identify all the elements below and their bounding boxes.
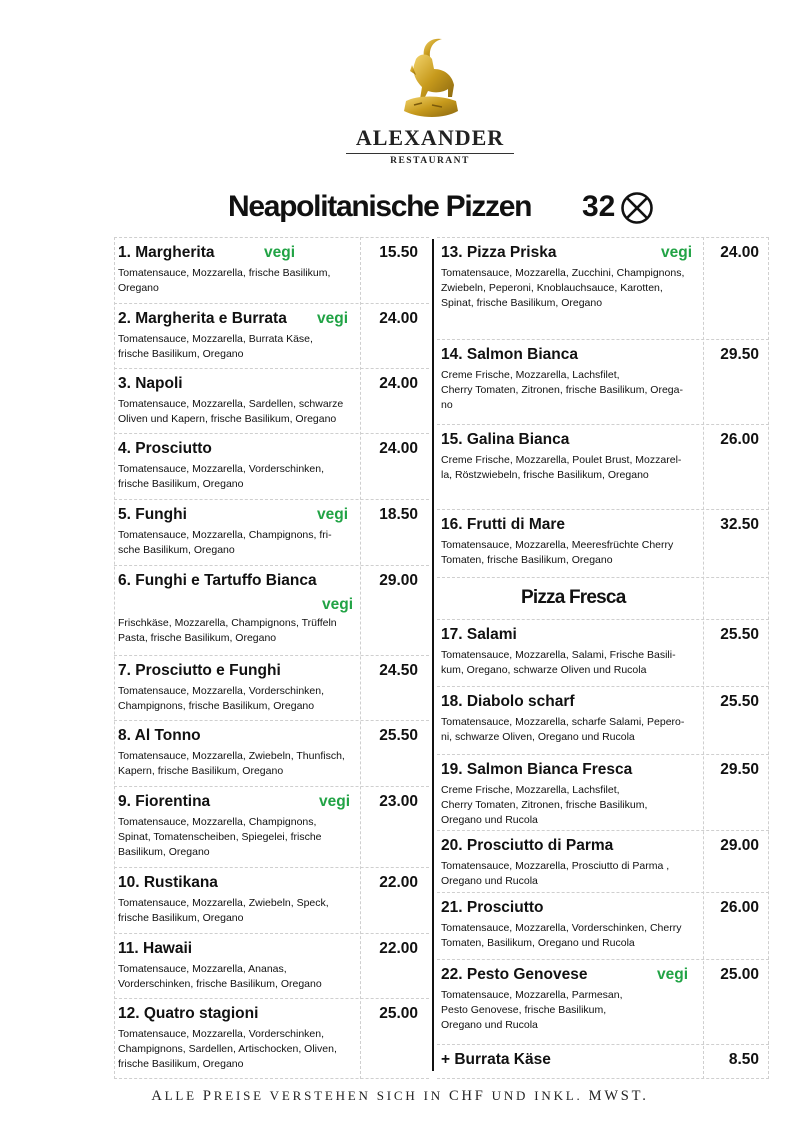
table-bottom-border bbox=[437, 1078, 769, 1079]
item-price: 32.50 bbox=[720, 516, 759, 533]
restaurant-logo bbox=[340, 35, 520, 170]
item-price: 25.50 bbox=[720, 626, 759, 643]
menu-item bbox=[437, 754, 769, 830]
vegi-badge: vegi bbox=[319, 793, 351, 810]
menu-column-right bbox=[437, 237, 769, 1079]
menu-item bbox=[437, 339, 769, 424]
menu-item bbox=[437, 686, 769, 754]
menu-item bbox=[114, 433, 429, 499]
item-name: 8. Al Tonno bbox=[118, 727, 201, 744]
item-description: Tomatensauce, Mozzarella, Burrata Käse, frische Basilikum, Oregano bbox=[118, 333, 313, 360]
item-name: 21. Prosciutto bbox=[441, 899, 544, 916]
item-description: Tomatensauce, Mozzarella, Champignons, Spinat, Tomatenscheiben, Spiegelei, frische Basilikum, Oregano bbox=[118, 816, 322, 858]
vegi-badge: vegi bbox=[264, 244, 296, 261]
menu-item bbox=[114, 786, 429, 867]
vegi-badge: vegi bbox=[317, 310, 349, 327]
table-bottom-border bbox=[114, 1078, 429, 1079]
item-price: 26.00 bbox=[720, 431, 759, 448]
brand-subtitle: RESTAURANT bbox=[390, 156, 470, 166]
item-name: + Burrata Käse bbox=[441, 1051, 551, 1068]
vegi-badge: vegi bbox=[661, 244, 693, 261]
item-name: 22. Pesto Genovese bbox=[441, 966, 588, 983]
item-price: 25.00 bbox=[720, 966, 759, 983]
item-price: 15.50 bbox=[379, 244, 418, 261]
item-name: 2. Margherita e Burrata bbox=[118, 310, 287, 327]
item-price: 29.50 bbox=[720, 346, 759, 363]
vegi-badge: vegi bbox=[322, 596, 354, 613]
item-price: 22.00 bbox=[379, 940, 418, 957]
brand-divider bbox=[346, 153, 514, 154]
item-price: 24.00 bbox=[379, 375, 418, 392]
item-description: Tomatensauce, Mozzarella, Vorderschinken, Cherry Tomaten, Basilikum, Oregano und Rucola bbox=[441, 922, 682, 949]
item-name: 12. Quatro stagioni bbox=[118, 1005, 259, 1022]
item-name: 15. Galina Bianca bbox=[441, 431, 570, 448]
item-description: Creme Frische, Mozzarella, Poulet Brust, Mozzarel- la, Röstzwiebeln, frische Basilikum, Oregano bbox=[441, 454, 682, 481]
item-price: 29.50 bbox=[720, 761, 759, 778]
item-description: Tomatensauce, Mozzarella, frische Basilikum, Oregano bbox=[118, 267, 331, 294]
item-name: 13. Pizza Priska bbox=[441, 244, 557, 261]
item-description: Tomatensauce, Mozzarella, Ananas, Vorderschinken, frische Basilikum, Oregano bbox=[118, 963, 322, 990]
item-price: 23.00 bbox=[379, 793, 418, 810]
menu-item bbox=[114, 499, 429, 565]
menu-item bbox=[437, 509, 769, 577]
item-name: 7. Prosciutto e Funghi bbox=[118, 662, 281, 679]
menu-item bbox=[114, 655, 429, 720]
item-description: Tomatensauce, Mozzarella, Sardellen, schwarze Oliven und Kapern, frische Basilikum, Oregano bbox=[118, 398, 344, 425]
item-description: Tomatensauce, Mozzarella, Vorderschinken, Champignons, Sardellen, Artischocken, Oliven, frische Basilikum, Oregano bbox=[118, 1028, 337, 1070]
item-description: Creme Frische, Mozzarella, Lachsfilet, Cherry Tomaten, Zitronen, frische Basilikum, Oregano und Rucola bbox=[441, 784, 648, 826]
item-description: Tomatensauce, Mozzarella, Prosciutto di Parma , Oregano und Rucola bbox=[441, 860, 670, 887]
menu-item bbox=[114, 998, 429, 1078]
item-description: Frischkäse, Mozzarella, Champignons, Trüffeln Pasta, frische Basilikum, Oregano bbox=[118, 617, 337, 644]
item-description: Tomatensauce, Mozzarella, Vorderschinken, frische Basilikum, Oregano bbox=[118, 463, 325, 490]
circle-x-icon bbox=[620, 191, 654, 225]
item-name: 9. Fiorentina bbox=[118, 793, 211, 810]
menu-item bbox=[114, 237, 429, 303]
menu-item bbox=[437, 619, 769, 686]
item-description: Tomatensauce, Mozzarella, Champignons, fri- sche Basilikum, Oregano bbox=[118, 529, 332, 556]
menu-item bbox=[114, 867, 429, 933]
item-name: 20. Prosciutto di Parma bbox=[441, 837, 614, 854]
ibex-logo-icon bbox=[394, 35, 466, 123]
page-title: Neapolitanische Pizzen bbox=[228, 190, 532, 223]
item-name: 1. Margherita bbox=[118, 244, 215, 261]
menu-item bbox=[437, 892, 769, 959]
item-price: 29.00 bbox=[720, 837, 759, 854]
menu-item bbox=[114, 368, 429, 433]
item-description: Creme Frische, Mozzarella, Lachsfilet, Cherry Tomaten, Zitronen, frische Basilikum, Orega- no bbox=[441, 369, 683, 411]
column-divider bbox=[432, 239, 434, 1071]
item-price: 24.50 bbox=[379, 662, 418, 679]
item-price: 25.00 bbox=[379, 1005, 418, 1022]
item-description: Tomatensauce, Mozzarella, Zucchini, Champignons, Zwiebeln, Peperoni, Knoblauchsauce, Karotten, Spinat, frische Basilikum, Oregano bbox=[441, 267, 685, 309]
item-description: Tomatensauce, Mozzarella, Zwiebeln, Speck, frische Basilikum, Oregano bbox=[118, 897, 329, 924]
item-price: 24.00 bbox=[720, 244, 759, 261]
menu-item bbox=[114, 565, 429, 655]
item-description: Tomatensauce, Mozzarella, scharfe Salami, Pepero- ni, schwarze Oliven, Oregano und Rucola bbox=[441, 716, 685, 743]
menu-column-left bbox=[114, 237, 429, 1079]
item-name: 11. Hawaii bbox=[118, 940, 193, 957]
item-name: 17. Salami bbox=[441, 626, 517, 643]
item-description: Tomatensauce, Mozzarella, Meeresfrüchte Cherry Tomaten, frische Basilikum, Oregano bbox=[441, 539, 674, 566]
section-title: Pizza Fresca bbox=[521, 587, 626, 608]
section-heading bbox=[437, 577, 769, 619]
vegi-badge: vegi bbox=[317, 506, 349, 523]
menu-item bbox=[114, 933, 429, 998]
menu-item bbox=[437, 424, 769, 509]
pizza-count: 32 bbox=[582, 190, 616, 223]
item-name: 4. Prosciutto bbox=[118, 440, 212, 457]
item-name: 10. Rustikana bbox=[118, 874, 218, 891]
item-price: 26.00 bbox=[720, 899, 759, 916]
item-description: Tomatensauce, Mozzarella, Vorderschinken, Champignons, frische Basilikum, Oregano bbox=[118, 685, 325, 712]
item-description: Tomatensauce, Mozzarella, Salami, Frische Basili- kum, Oregano, schwarze Oliven und Rucola bbox=[441, 649, 676, 676]
item-name: 5. Funghi bbox=[118, 506, 187, 523]
item-name: 14. Salmon Bianca bbox=[441, 346, 578, 363]
item-price: 25.50 bbox=[720, 693, 759, 710]
item-name: 16. Frutti di Mare bbox=[441, 516, 566, 533]
menu-item bbox=[114, 303, 429, 368]
item-price: 24.00 bbox=[379, 440, 418, 457]
item-name: 18. Diabolo scharf bbox=[441, 693, 575, 710]
vegi-badge: vegi bbox=[657, 966, 689, 983]
item-name: 3. Napoli bbox=[118, 375, 183, 392]
menu-item bbox=[437, 1044, 769, 1078]
item-description: Tomatensauce, Mozzarella, Zwiebeln, Thunfisch, Kapern, frische Basilikum, Oregano bbox=[118, 750, 345, 777]
item-price: 29.00 bbox=[379, 572, 418, 589]
menu-item bbox=[437, 959, 769, 1044]
brand-name: ALEXANDER bbox=[355, 125, 505, 150]
item-name: 19. Salmon Bianca Fresca bbox=[441, 761, 633, 778]
item-price: 25.50 bbox=[379, 727, 418, 744]
menu-item bbox=[437, 830, 769, 892]
item-price: 8.50 bbox=[728, 1051, 759, 1068]
menu-item bbox=[114, 720, 429, 786]
item-name: 6. Funghi e Tartuffo Bianca bbox=[118, 572, 317, 589]
menu-item bbox=[437, 237, 769, 339]
item-price: 22.00 bbox=[379, 874, 418, 891]
item-price: 18.50 bbox=[379, 506, 418, 523]
price-disclaimer: ALLE PREISE VERSTEHEN SICH IN CHF UND INKL. MWST. bbox=[151, 1088, 649, 1104]
item-price: 24.00 bbox=[379, 310, 418, 327]
item-description: Tomatensauce, Mozzarella, Parmesan, Pesto Genovese, frische Basilikum, Oregano und Rucola bbox=[441, 989, 623, 1031]
